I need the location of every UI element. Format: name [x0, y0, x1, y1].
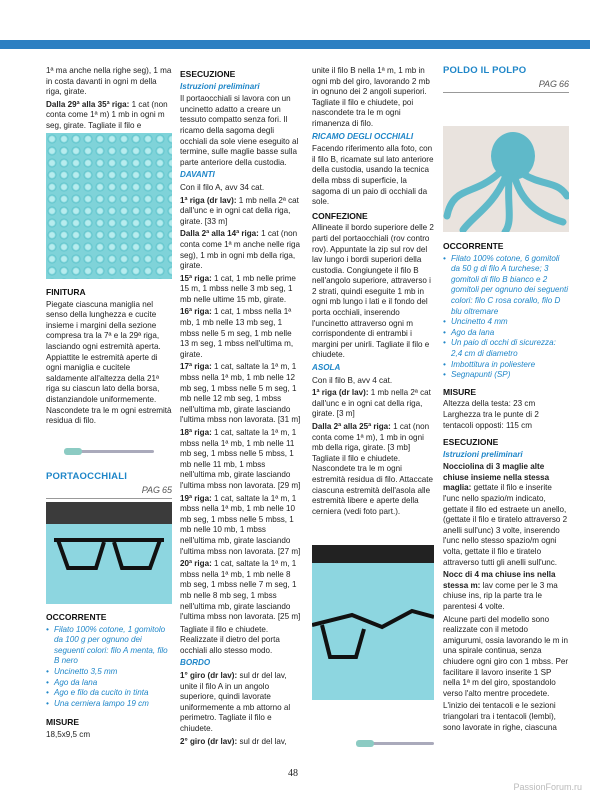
ricamo-heading: RICAMO DEGLI OCCHIALI [312, 131, 414, 141]
poldo-title: POLDO IL POLPO [443, 65, 527, 76]
asola-intro: Con il filo B, avv 4 cat. [312, 375, 393, 385]
page-number: 48 [288, 768, 298, 779]
row-text: 1ª riga (dr lav): 1 mb nella 2ª cat dall'unc e in ogni cat della riga, girate. [33 m] [180, 195, 299, 226]
swatch-photo [46, 133, 172, 279]
octopus-icon [443, 126, 569, 232]
list-item: • Filato 100% cotone, 6 gomitoli da 50 g di filo A turchese; 3 gomitoli di filo B bianco e 2 gomitoli per ognuno dei seguenti colori: filo C rosa corallo, filo D blu oltremare [443, 254, 569, 318]
row-text: 15ª riga: 1 cat, 1 mb nelle prime 15 m, 1 mbss nelle 3 mb seg, 1 mb nelle ultime 15 mb, girate. [180, 273, 296, 304]
istruzioni-heading: Istruzioni preliminari [180, 81, 260, 91]
row-text: 20ª riga: 1 cat, saltate la 1ª m, 1 mbss nella 1ª mb, 1 mb nelle 8 mb seg, 1 mbss nelle 7 m seg, 1 mb nelle 8 mb seg, 1 mbss nell'ultima mb, girate lasciando l'ultima mbss non lavorata. [25 m] [180, 559, 301, 622]
crochet-hook-icon [64, 450, 154, 453]
list-item: • Segnapunti (SP) [443, 370, 569, 381]
davanti-intro: Con il filo A, avv 34 cat. [180, 182, 265, 192]
misure-text: 18,5x9,5 cm [46, 729, 91, 739]
row-text: 19ª riga: 1 cat, saltate la 1ª m, 1 mbss nella 1ª mb, 1 mb nelle 10 mb seg, 1 mbss nelle 5 mbss, 1 mb nelle 10 mb, 1 mbss nell'ultima mb, girate lasciando l'ultima mbss non lavorata. [27 m] [180, 493, 301, 556]
row-29-text: Dalla 29ª alla 35ª riga: 1 cat (non conta come 1ª m) 1 mb in ogni m seg, girate. Tagliate il filo e [46, 99, 168, 130]
column-1-finitura [46, 284, 172, 429]
tentacoli-text: L'inizio dei tentacoli e le sezioni triangolari tra i tentacoli (lembi), sono lavorate in righe, ciascuna [443, 701, 557, 732]
column-3 [312, 66, 434, 519]
istruzioni-heading: Istruzioni preliminari [443, 449, 523, 459]
octopus-photo [443, 126, 569, 232]
esecuzione-heading: ESECUZIONE [180, 69, 236, 79]
confezione-text: Allineate il bordo superiore delle 2 parti del portaocchiali (rov contro rov). Appuntate la zip sul rov del lav lungo i bordi superiori della custodia. Congiungete il filo B nell'angolo superiore, attraverso i 2 strati, quindi eseguite 1 mb in ogni mb lungo i lati e il fondo del porta occhiali, inserendo l'uncinetto attraverso ogni m corrispondente di entrambi i margini per unirli. Tagliate il filo e chiudete. [312, 223, 434, 360]
header-bar [0, 0, 590, 54]
row-text: 16ª riga: 1 cat, 1 mbss nella 1ª mb, 1 mb nelle 13 mb seg, 1 mbss nelle 5 m seg, 1 mb nelle 13 m seg, 1 mbss nell'ultima m, girate. [180, 307, 294, 359]
occorrente-heading: OCCORRENTE [443, 241, 504, 251]
finitura-text: Piegate ciascuna maniglia nel senso della lunghezza e cucite insieme i margini della sezione compresa tra la 7ª e la 29ª riga, lasciando ogni estremità aperta. Appiattite le estremità aperte di ogni maniglia e cucitele saldamente all'altezza della 21ª riga su ciascun lato della borsa, distanziandole uniformemente. Nascondete tra le m ogni estremità residua di filo. [46, 299, 172, 426]
row-text: 17ª riga: 1 cat, saltate la 1ª m, 1 mbss nella 1ª mb, 1 mb nelle 12 mb seg, 1 mbss nelle 5 m seg, 1 mb nelle 12 mb seg, 1 mbss nell'ultima mb, girate lasciando l'ultima mbss non lavorata. [31 m] [180, 362, 301, 425]
portaocchiali-page-ref: PAG 65 [46, 485, 172, 500]
list-item: • Una cerniera lampo 19 cm [46, 699, 172, 710]
portaocchiali-header [46, 472, 172, 503]
list-item: • Ago da lana [46, 678, 172, 689]
asola-heading: ASOLA [312, 363, 341, 373]
glasses-case-photo [46, 502, 172, 604]
row-text: 18ª riga: 1 cat, saltate la 1ª m, 1 mbss nella 1ª mb, 1 mb nelle 11 mb seg, 1 mbss nelle 5 mbss, 1 mb nelle 11 mb, 1 mbss nell'ultima mb, girate lasciando l'ultima mbss non lavorata. [29 m] [180, 428, 301, 490]
header-stripe [0, 40, 590, 49]
row-text: 1ª riga (dr lav): 1 mb nella 2ª cat dall'unc e in ogni cat della riga, girate. [3 m] [312, 388, 431, 419]
list-item: • Uncinetto 4 mm [443, 317, 569, 328]
misure-heading: MISURE [46, 717, 80, 728]
row-text: Dalla 2ª alla 25ª riga: 1 cat (non conta come 1ª m), 1 mb in ogni mb della riga, girate. [3 mb] Tagliate il filo e chiudete. Nascondete tra le m ogni estremità residua di filo. Attaccate ciascuna estremità dell'asola alle estremità libere e aperte della cerniera (vedi foto part.). [312, 422, 434, 516]
zipper [312, 545, 434, 563]
list-item: • Filato 100% cotone, 1 gomitolo da 100 g per ognuno dei seguenti colori: filo A menta, filo B nero [46, 625, 172, 667]
bordo-heading: BORDO [180, 658, 211, 668]
nocciolina-4: Nocc di 4 ma chiuse ins nella stessa m: lav come per le 3 ma chiuse ins, rip la parte tra le parentesi 4 volte. [443, 570, 558, 611]
misure-text: Altezza della testa: 23 cm Larghezza tra le punte di 2 tentacoli opposti: 115 cm [443, 399, 539, 430]
ricamo-text: Facendo riferimento alla foto, con il filo B, ricamate sul lato anteriore della custodia, usando la tecnica della mbss di superficie, la sagoma di un paio di occhiali da sole. [312, 144, 434, 207]
bordo-row: 2° giro (dr lav): sul dr del lav, [180, 736, 287, 746]
istruzioni-text: Il portaocchiali si lavora con un uncinetto adatto a creare un tessuto compatto senza fori. Il ricamo della sagoma degli occhiali da sole viene eseguito al termine, sulle maglie basse sulla parte anteriore della custodia. [180, 94, 299, 167]
row-text: Dalla 2ª alla 14ª riga: 1 cat (non conta come 1ª m anche nelle riga seg), 1 mb in ogni mb della riga, girate. [180, 229, 300, 271]
row-end-text: Tagliate il filo e chiudete. Realizzate il dietro del porta occhiali allo stesso modo. [180, 624, 280, 655]
intro-text: 1ª ma anche nella righe seg), 1 ma in costa davanti in ogni m della riga, girate. [46, 66, 172, 97]
footer-watermark: PassionForum.ru [513, 782, 582, 792]
list-item: • Imbottitura in poliestere [443, 360, 569, 371]
occorrente-list [443, 254, 569, 381]
davanti-heading: DAVANTI [180, 170, 215, 180]
finitura-heading: FINITURA [46, 287, 86, 297]
list-item: • Uncinetto 3,5 mm [46, 667, 172, 678]
glasses-case-detail-photo [312, 545, 434, 700]
list-item: • Ago e filo da cucito in tinta [46, 688, 172, 699]
occorrente-heading: OCCORRENTE [46, 612, 107, 622]
column-4 [443, 238, 569, 735]
column-2 [180, 66, 302, 749]
column-4-header [443, 66, 569, 97]
list-item: • Ago da lana [443, 328, 569, 339]
nocciolina-3: Nocciolina di 3 maglie alte chiuse insieme nella stessa maglia: gettate il filo e inserite l'unc nello spazio/m indicato, gettate il filo ed estraete un anello, (gettate il filo e tiratelo attraverso 2 anelli sull'unc) 3 volte, inserendo l'unc nello stesso spazio/m ogni volta, gettate il filo e tiratelo attraverso tutti gli anelli sull'unc. [443, 462, 568, 567]
poldo-page-ref: PAG 66 [443, 79, 569, 94]
crochet-hook-icon [356, 742, 434, 745]
confezione-heading: CONFEZIONE [312, 210, 368, 221]
zipper [46, 502, 172, 524]
continued-text: unite il filo B nella 1ª m, 1 mb in ogni mb del giro, lavorando 2 mb in ognuno dei 2 angoli superiori. Tagliate il filo e chiudete, poi nascondete tra le m ogni rimanenza di filo. [312, 66, 430, 128]
portaocchiali-title: PORTAOCCHIALI [46, 471, 128, 482]
occorrente-list [46, 625, 172, 710]
portaocchiali-occorrente [46, 609, 172, 743]
bordo-row: 1° giro (dr lav): sul dr del lav, unite il filo A in un angolo superiore, quindi lavorate uniformemente a mb attorno al perimetro. Tagliate il filo e chiudete. [180, 671, 291, 734]
amigurumi-text: Alcune parti del modello sono realizzate con il metodo amigurumi, ossia lavorando le m in una spirale continua, senza chiudere ogni giro con 1 mbss. Per facilitare il lavoro inserite 1 SP nella 1ª m del giro, spostandolo verso l'alto mentre procedete. [443, 614, 569, 698]
sunglasses-icon [312, 545, 434, 700]
misure-heading: MISURE [443, 386, 477, 397]
esecuzione-heading: ESECUZIONE [443, 437, 499, 448]
list-item: • Un paio di occhi di sicurezza: 2,4 cm di diametro [443, 338, 569, 359]
